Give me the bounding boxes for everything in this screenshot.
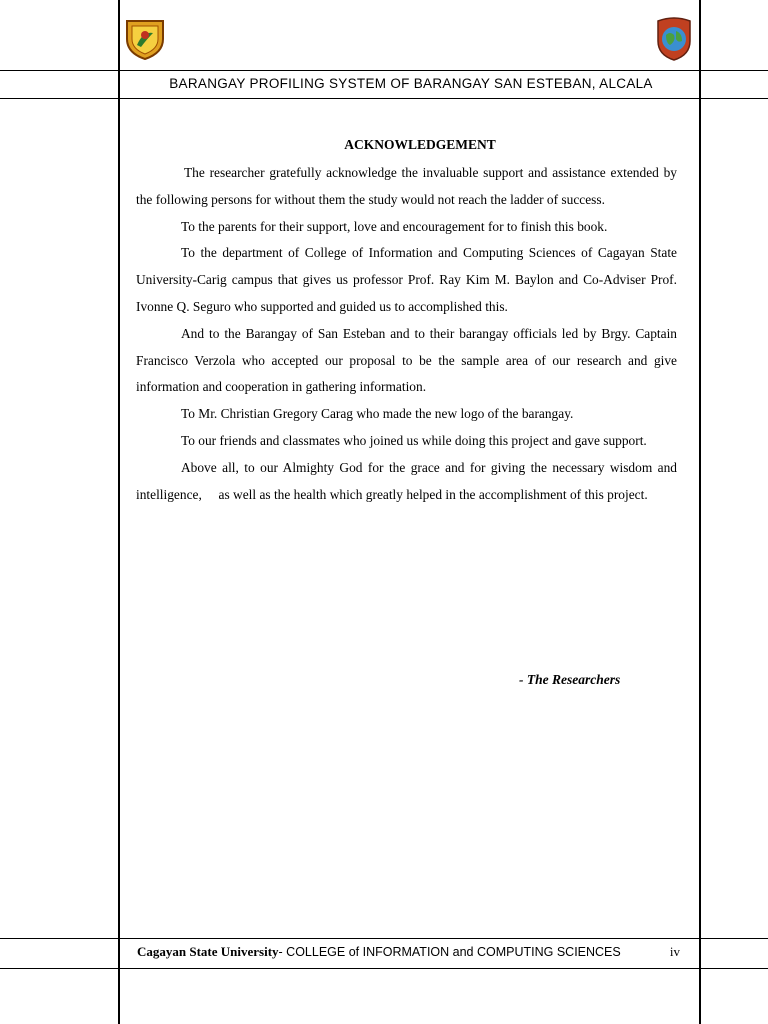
page-footer — [137, 944, 680, 960]
paragraph: To the parents for their support, love and encouragement for to finish this book. — [181, 218, 608, 234]
page-number: iv — [669, 944, 680, 959]
college-seal-logo — [654, 15, 694, 66]
paragraph: And to the Barangay of San Esteban and to their barangay officials led by Brgy. Captain Francisco Verzola who accepted our proposal to be the sample area of our research and give information and cooperation in gathering information. — [136, 325, 677, 395]
paragraph: To Mr. Christian Gregory Carag who made the new logo of the barangay. — [181, 406, 574, 422]
footer-university: Cagayan State University — [137, 944, 279, 959]
paragraph: Above all, to our Almighty God for the grace and for giving the necessary wisdom and intelligence, as well as the health which greatly helped in the accomplishment of this project. — [136, 459, 681, 502]
footer-top-rule — [0, 938, 768, 939]
footer-bottom-rule — [0, 968, 768, 969]
paragraph: To our friends and classmates who joined us while doing this project and gave support. — [181, 432, 647, 448]
paragraph: To the department of College of Information and Computing Sciences of Cagayan State University-Carig campus that gives us professor Prof. Ray Kim M. Baylon and Co-Adviser Prof. Ivonne Q. Seguro who supported and guided us to accomplished this. — [136, 245, 677, 314]
page-title: ACKNOWLEDGEMENT — [344, 137, 496, 152]
university-seal-logo — [125, 17, 165, 66]
acknowledgement-body — [136, 160, 681, 508]
paragraph: The researcher gratefully acknowledge the invaluable support and assistance extended by the following persons for without them the study would not reach the ladder of success. — [136, 165, 677, 207]
header-top-rule — [0, 70, 768, 71]
signature: - The Researchers — [519, 672, 621, 687]
right-margin-line — [699, 0, 701, 1024]
footer-college: - COLLEGE of INFORMATION and COMPUTING SCIENCES — [278, 945, 621, 959]
document-header-title: BARANGAY PROFILING SYSTEM OF BARANGAY SAN ESTEBAN, ALCALA — [169, 76, 653, 91]
header-bottom-rule — [0, 98, 768, 99]
left-margin-line — [118, 0, 120, 1024]
